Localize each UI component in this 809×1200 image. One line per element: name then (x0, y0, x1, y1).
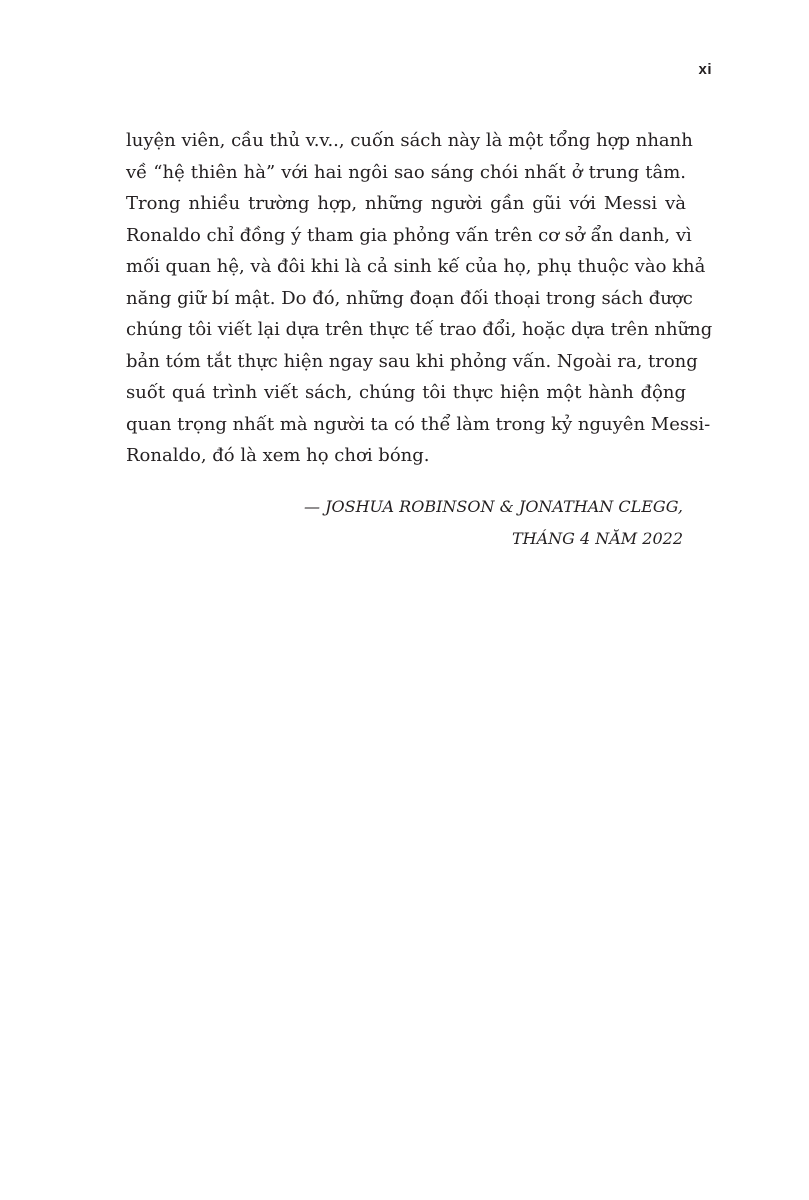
signature-date: THÁNG 4 NĂM 2022 (511, 529, 683, 548)
text-line: Trong nhiều trường hợp, những người gần gũi với Messi và (126, 193, 686, 214)
page-number: xi (698, 61, 712, 78)
text-line: bản tóm tắt thực hiện ngay sau khi phỏng vấn. Ngoài ra, trong (126, 350, 698, 372)
text-line-last: Ronaldo, đó là xem họ chơi bóng. (126, 445, 430, 466)
signature-authors: — JOSHUA ROBINSON & JONATHAN CLEGG, (304, 497, 683, 516)
body-paragraph (126, 125, 713, 472)
text-line: mối quan hệ, và đôi khi là cả sinh kế của họ, phụ thuộc vào khả (126, 256, 706, 277)
text-line: suốt quá trình viết sách, chúng tôi thực hiện một hành động (126, 382, 686, 403)
text-line: quan trọng nhất mà người ta có thể làm trong kỷ nguyên Messi- (126, 413, 711, 435)
text-line: năng giữ bí mật. Do đó, những đoạn đối thoại trong sách được (126, 287, 693, 309)
text-line: Ronaldo chỉ đồng ý tham gia phỏng vấn trên cơ sở ẩn danh, vì (126, 224, 692, 246)
signature-block (126, 491, 683, 555)
text-line: luyện viên, cầu thủ v.v.., cuốn sách này là một tổng hợp nhanh (126, 130, 693, 151)
text-line: chúng tôi viết lại dựa trên thực tế trao đổi, hoặc dựa trên những (126, 319, 713, 340)
text-line: về “hệ thiên hà” với hai ngôi sao sáng chói nhất ở trung tâm. (126, 161, 686, 183)
